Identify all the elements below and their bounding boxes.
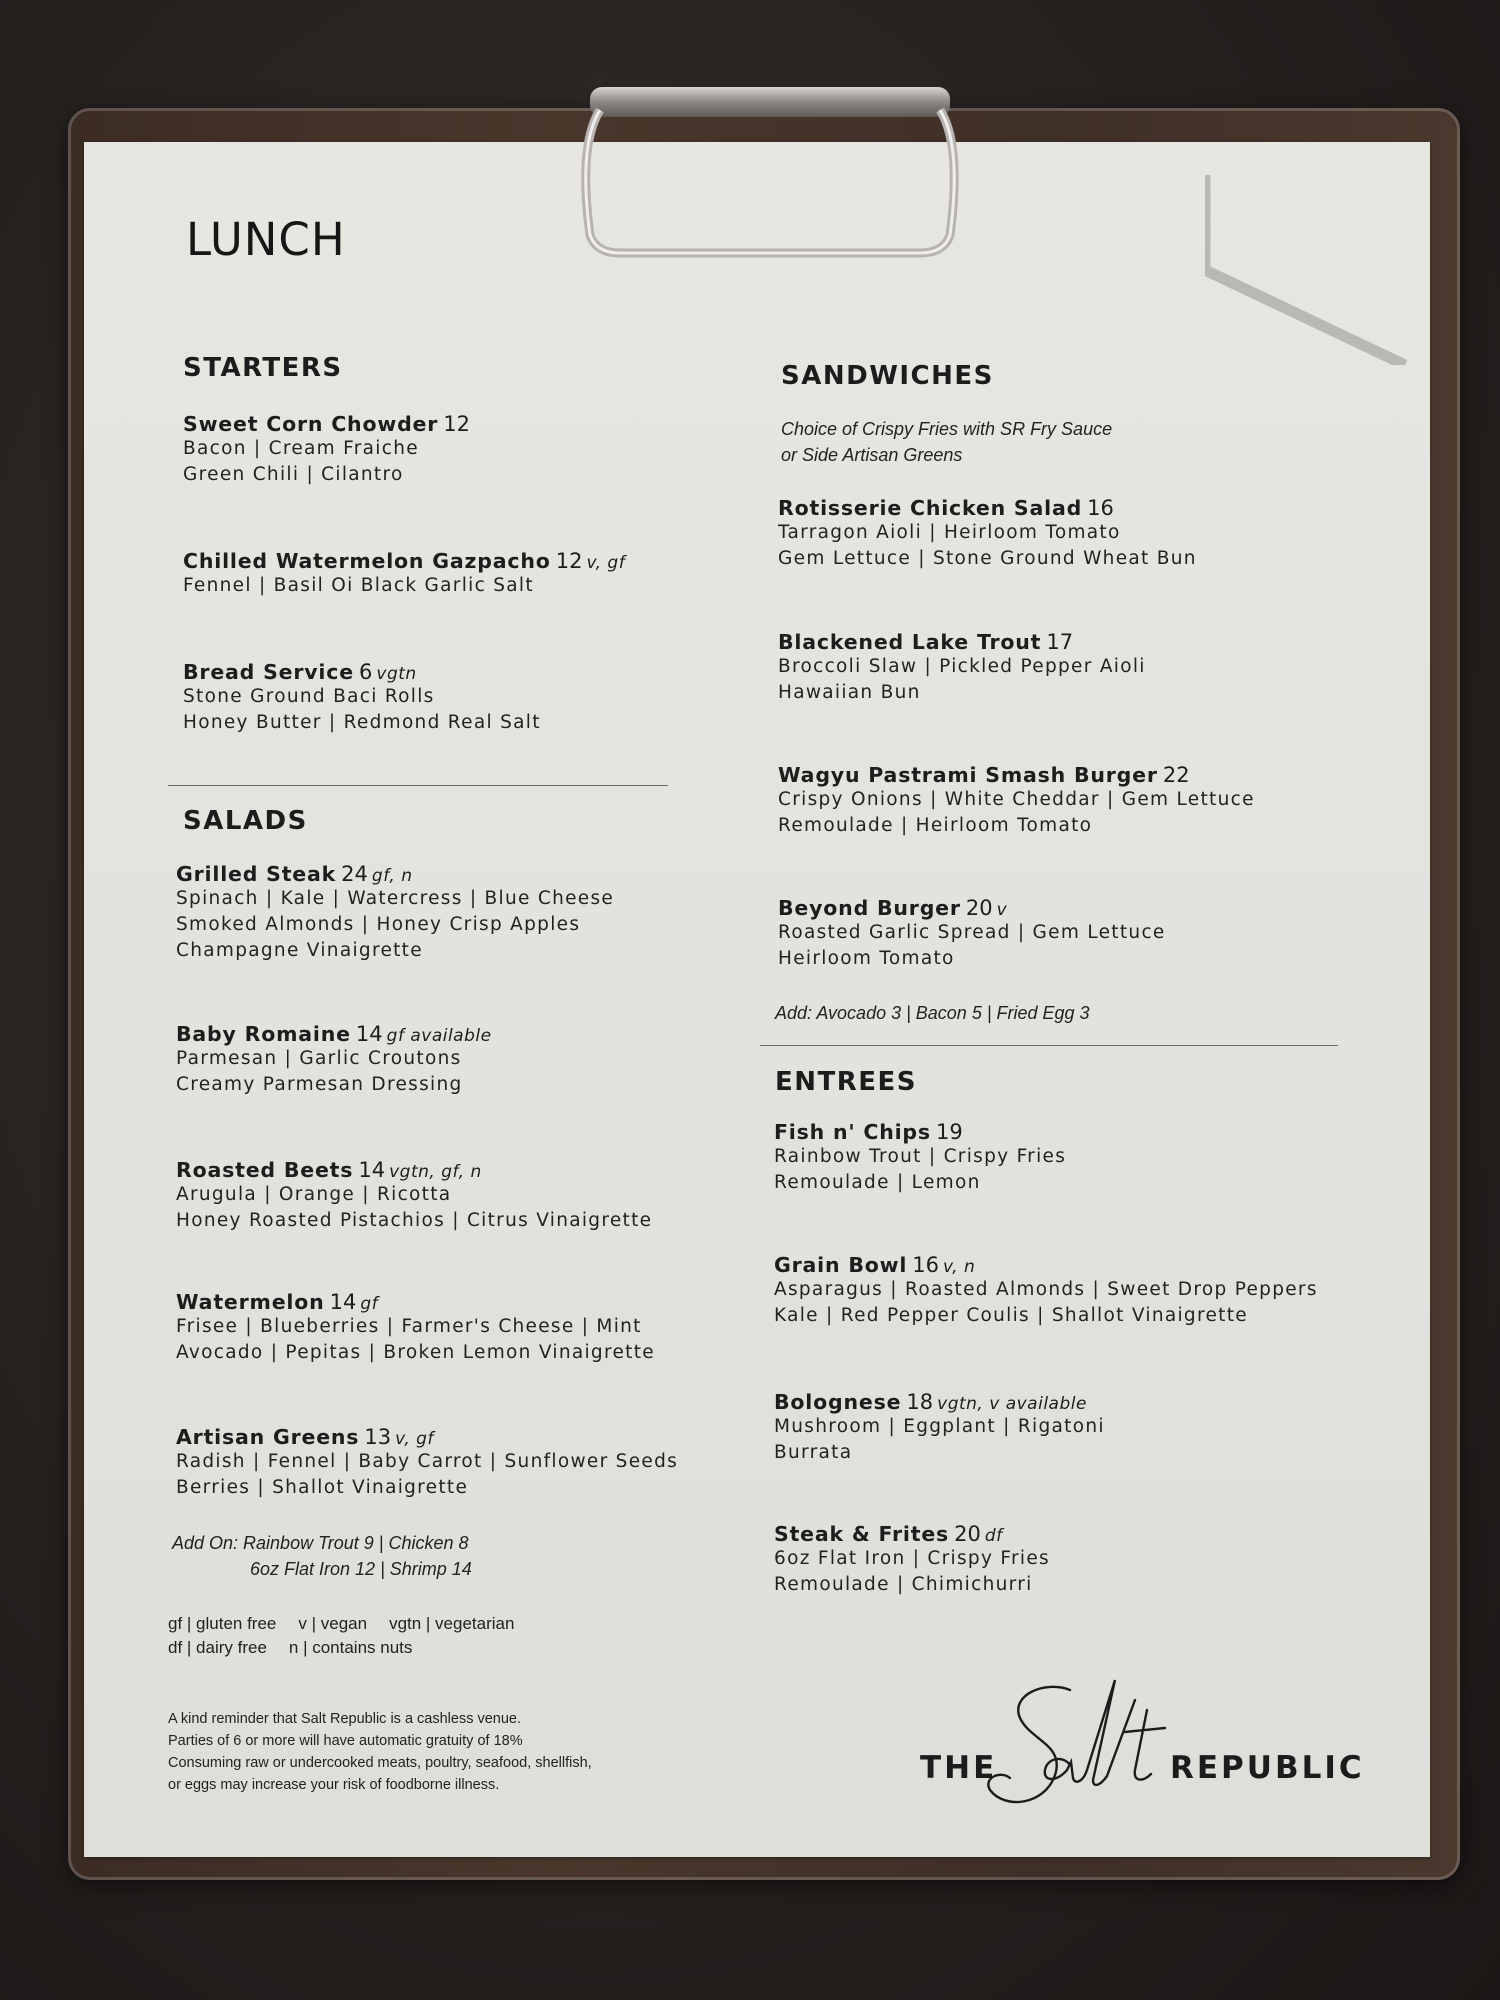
item-description: Spinach | Kale | Watercress | Blue Cheese [176,888,615,909]
fine-print: Parties of 6 or more will have automatic gratuity of 18% [168,1733,523,1749]
item-price: 19 [936,1120,963,1144]
section-heading-starters: STARTERS [183,353,343,383]
menu-item [774,1253,1334,1329]
item-dietary-tags: v, n [943,1257,976,1277]
sandwich-sides-note: or Side Artisan Greens [781,445,963,465]
item-description: Bacon | Cream Fraiche [183,438,419,459]
item-name: Grilled Steak [176,862,337,886]
dietary-legend-row [168,1636,434,1660]
item-description: Berries | Shallot Vinaigrette [176,1477,469,1498]
menu-item [176,1022,736,1098]
item-name: Bread Service [183,660,354,684]
dietary-legend-row [168,1612,536,1636]
legend-entry: vgtn | vegetarian [389,1614,515,1633]
item-description: Hawaiian Bun [778,682,921,703]
item-dietary-tags: gf, n [371,866,413,886]
item-price: 24 [341,862,368,886]
legend-entry: v | vegan [298,1614,368,1633]
item-name: Steak & Frites [774,1522,950,1546]
item-name: Baby Romaine [176,1022,351,1046]
item-description: Fennel | Basil Oi Black Garlic Salt [183,575,534,596]
menu-item [176,1290,736,1366]
item-description: Rainbow Trout | Crispy Fries [774,1146,1067,1167]
item-name: Grain Bowl [774,1253,908,1277]
section-divider [760,1045,1338,1046]
salt-republic-logo [915,1670,1365,1830]
item-description: Remoulade | Heirloom Tomato [778,815,1093,836]
section-divider [168,785,668,786]
item-description: Frisee | Blueberries | Farmer's Cheese | Mint [176,1316,642,1337]
menu-item [778,496,1338,572]
item-name: Chilled Watermelon Gazpacho [183,549,551,573]
item-description: Honey Butter | Redmond Real Salt [183,712,541,733]
logo-word-right: REPUBLIC [1170,1750,1365,1786]
item-dietary-tags: gf [360,1294,379,1314]
section-heading-entrees: ENTREES [775,1067,918,1097]
logo-script-mark [975,1670,1235,1820]
item-price: 14 [355,1022,383,1046]
item-name: Sweet Corn Chowder [183,412,439,436]
menu-item [183,412,743,488]
item-description: Crispy Onions | White Cheddar | Gem Lettuce [778,789,1255,810]
item-description: Arugula | Orange | Ricotta [176,1184,452,1205]
item-dietary-tags: vgtn, gf, n [389,1162,482,1182]
item-price: 14 [329,1290,357,1314]
item-name: Fish n' Chips [774,1120,931,1144]
item-dietary-tags: df [984,1526,1003,1546]
item-dietary-tags: vgtn, v available [937,1394,1087,1414]
item-price: 20 [954,1522,981,1546]
menu-item [774,1390,1334,1466]
item-description: Burrata [774,1442,853,1463]
item-name: Watermelon [176,1290,325,1314]
item-price: 12 [443,412,470,436]
item-price: 20 [965,896,993,920]
item-description: Kale | Red Pepper Coulis | Shallot Vinaigrette [774,1305,1248,1326]
item-price: 12 [555,549,583,573]
item-name: Rotisserie Chicken Salad [778,496,1083,520]
item-description: Smoked Almonds | Honey Crisp Apples [176,914,581,935]
item-description: Broccoli Slaw | Pickled Pepper Aioli [778,656,1146,677]
item-dietary-tags: vgtn [376,664,417,684]
fine-print: A kind reminder that Salt Republic is a cashless venue. [168,1711,522,1727]
item-description: Remoulade | Chimichurri [774,1574,1033,1595]
item-name: Bolognese [774,1390,902,1414]
item-description: Avocado | Pepitas | Broken Lemon Vinaigrette [176,1342,655,1363]
menu-item [778,630,1338,706]
menu-item [176,862,736,964]
fine-print: or eggs may increase your risk of foodborne illness. [168,1777,500,1793]
item-name: Blackened Lake Trout [778,630,1042,654]
fine-print: Consuming raw or undercooked meats, poultry, seafood, shellfish, [168,1755,592,1771]
item-price: 14 [358,1158,386,1182]
legend-entry: n | contains nuts [288,1638,413,1657]
item-description: Asparagus | Roasted Almonds | Sweet Drop Peppers [774,1279,1318,1300]
legend-entry: df | dairy free [168,1638,267,1657]
item-description: Tarragon Aioli | Heirloom Tomato [778,522,1121,543]
section-heading-sandwiches: SANDWICHES [781,361,994,391]
item-price: 18 [906,1390,934,1414]
menu-item [183,660,743,736]
menu-title: LUNCH [186,213,346,266]
corner-decoration [1205,175,1415,365]
item-price: 22 [1162,763,1190,787]
item-price: 6 [359,660,373,684]
item-name: Beyond Burger [778,896,961,920]
item-description: Mushroom | Eggplant | Rigatoni [774,1416,1105,1437]
item-price: 17 [1046,630,1074,654]
item-description: Creamy Parmesan Dressing [176,1074,463,1095]
item-dietary-tags: v, gf [586,553,626,573]
item-description: Radish | Fennel | Baby Carrot | Sunflower Seeds [176,1451,679,1472]
item-name: Artisan Greens [176,1425,360,1449]
item-description: Roasted Garlic Spread | Gem Lettuce [778,922,1166,943]
item-price: 16 [912,1253,940,1277]
item-description: Parmesan | Garlic Croutons [176,1048,462,1069]
item-description: Green Chili | Cilantro [183,464,404,485]
menu-sheet [84,142,1430,1857]
menu-item [778,896,1338,972]
menu-item [176,1425,736,1501]
salad-add-on: Add On: Rainbow Trout 9 | Chicken 8 [172,1533,469,1553]
item-name: Wagyu Pastrami Smash Burger [778,763,1158,787]
item-dietary-tags: v, gf [395,1429,434,1449]
item-description: Honey Roasted Pistachios | Citrus Vinaigrette [176,1210,653,1231]
salad-add-on: 6oz Flat Iron 12 | Shrimp 14 [250,1559,472,1579]
item-dietary-tags: gf available [386,1026,492,1046]
item-description: Champagne Vinaigrette [176,940,423,961]
menu-item [774,1522,1334,1598]
item-price: 13 [364,1425,392,1449]
section-heading-salads: SALADS [183,806,308,836]
item-name: Roasted Beets [176,1158,354,1182]
menu-item [183,549,743,599]
menu-item [778,763,1338,839]
item-description: Heirloom Tomato [778,948,955,969]
logo-word-left: THE [920,1750,998,1786]
item-description: Stone Ground Baci Rolls [183,686,435,707]
item-description: Gem Lettuce | Stone Ground Wheat Bun [778,548,1197,569]
legend-entry: gf | gluten free [168,1614,277,1633]
clipboard-clip [560,85,980,260]
item-price: 16 [1087,496,1114,520]
sandwich-sides-note: Choice of Crispy Fries with SR Fry Sauce [781,419,1113,439]
sandwich-add-ons: Add: Avocado 3 | Bacon 5 | Fried Egg 3 [775,1003,1090,1023]
item-dietary-tags: v [996,900,1008,920]
menu-item [176,1158,736,1234]
menu-item [774,1120,1334,1196]
item-description: Remoulade | Lemon [774,1172,981,1193]
item-description: 6oz Flat Iron | Crispy Fries [774,1548,1050,1569]
